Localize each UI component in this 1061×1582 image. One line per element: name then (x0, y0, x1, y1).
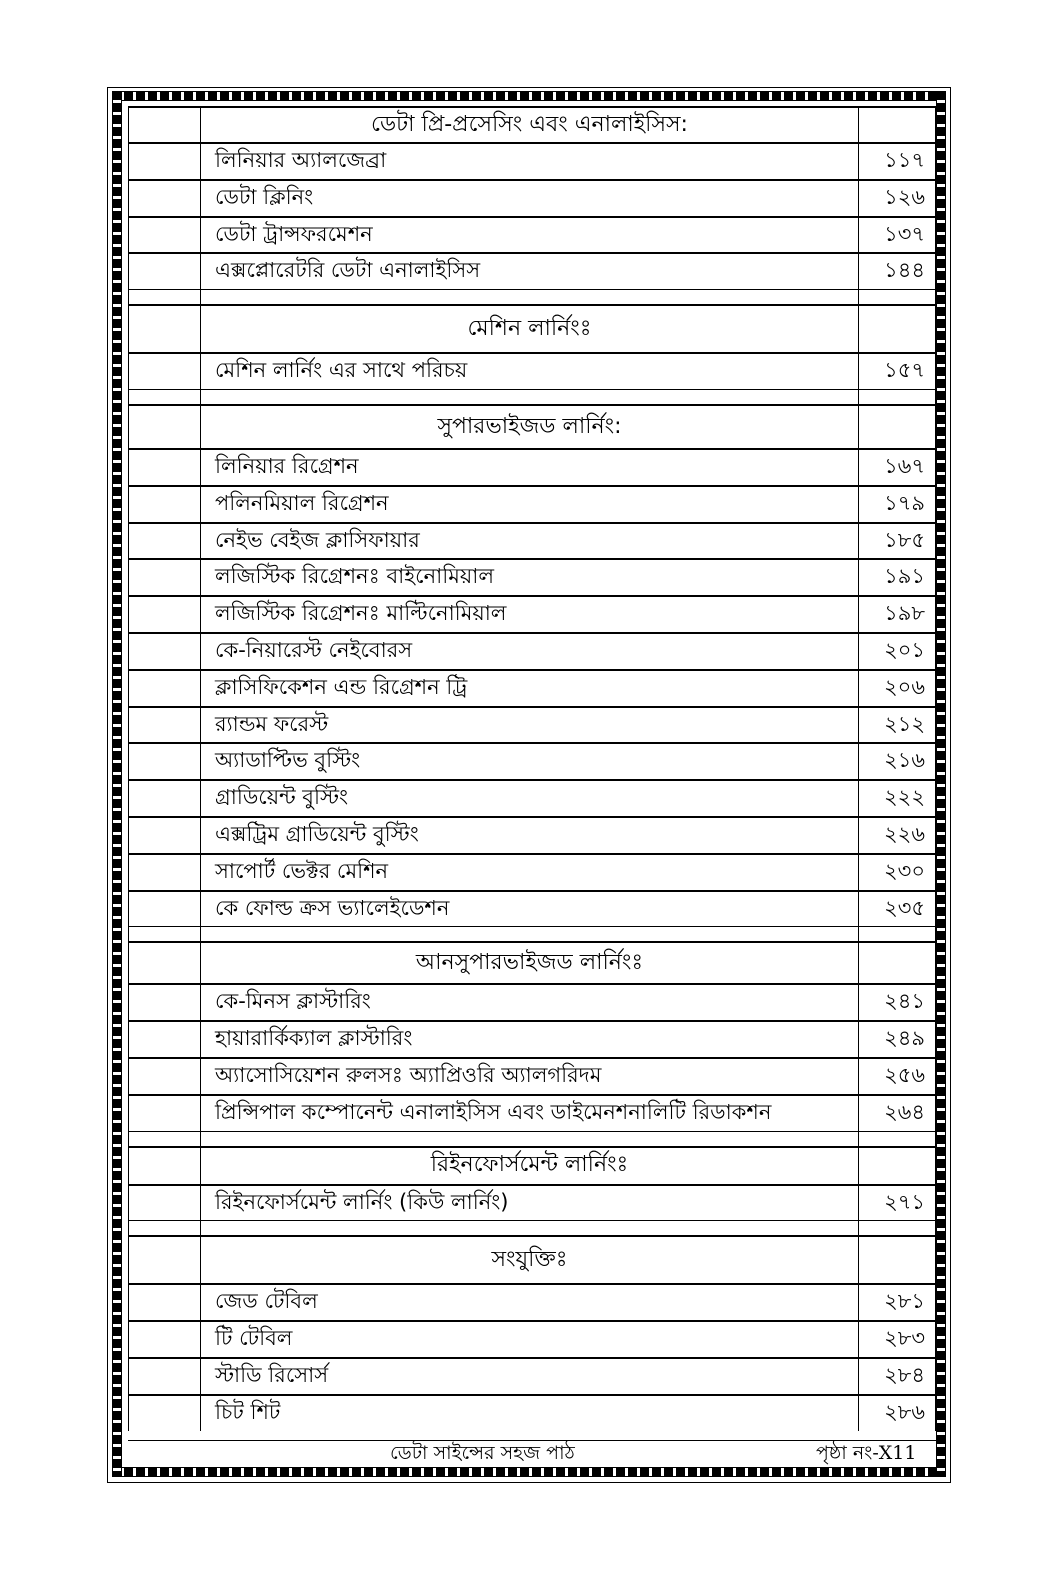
table-of-contents (128, 106, 936, 1440)
entry-title: লজিস্টিক রিগ্রেশনঃ বাইনোমিয়াল (200, 560, 858, 595)
toc-entry-row[interactable] (128, 1057, 936, 1094)
blank-cell (858, 306, 936, 352)
blank-cell (128, 1322, 200, 1357)
blank-cell (128, 1096, 200, 1131)
entry-title: মেশিন লার্নিং এর সাথে পরিচয় (200, 354, 858, 389)
section-title: সুপারভাইজড লার্নিং: (200, 406, 858, 448)
entry-title: ক্লাসিফিকেশন এন্ড রিগ্রেশন ট্রি (200, 671, 858, 706)
spacer-row (128, 389, 936, 404)
entry-page-number: ২০৬ (858, 671, 936, 706)
toc-entry-row[interactable] (128, 595, 936, 632)
blank-cell (128, 354, 200, 389)
entry-page-number: ১৩৭ (858, 218, 936, 253)
entry-page-number: ২৪১ (858, 985, 936, 1020)
blank-cell (128, 560, 200, 595)
entry-title: নেইভ বেইজ ক্লাসিফায়ার (200, 524, 858, 559)
blank-cell (128, 1059, 200, 1094)
entry-page-number: ২৫৬ (858, 1059, 936, 1094)
entry-page-number: ১৬৭ (858, 450, 936, 485)
blank-cell (128, 927, 200, 941)
entry-title: পলিনমিয়াল রিগ্রেশন (200, 487, 858, 522)
spacer-row (128, 926, 936, 941)
entry-title: প্রিন্সিপাল কম্পোনেন্ট এনালাইসিস এবং ডাইমেনশনালিটি রিডাকশন (200, 1096, 858, 1131)
blank-cell (128, 671, 200, 706)
blank-cell (128, 306, 200, 352)
blank-cell (128, 1237, 200, 1283)
entry-page-number: ২৮১ (858, 1285, 936, 1320)
toc-entry-row[interactable] (128, 706, 936, 743)
section-heading-row (128, 1146, 936, 1184)
blank-cell (128, 1148, 200, 1184)
blank-cell (128, 597, 200, 632)
section-title: সংযুক্তিঃ (200, 1237, 858, 1283)
toc-entry-row[interactable] (128, 632, 936, 669)
blank-cell (858, 1221, 936, 1235)
spacer-row (128, 289, 936, 304)
toc-entry-row[interactable] (128, 1394, 936, 1431)
entry-page-number: ১৯৮ (858, 597, 936, 632)
spacer-row (128, 1220, 936, 1235)
section-title: ডেটা প্রি-প্রসেসিং এবং এনালাইসিস: (200, 108, 858, 142)
entry-page-number: ২২৬ (858, 818, 936, 853)
entry-title: স্টাডি রিসোর্স (200, 1359, 858, 1394)
blank-cell (128, 1396, 200, 1431)
footer-page-number: পৃষ্ঠা নং-X11 (816, 1442, 917, 1464)
blank-cell (128, 1022, 200, 1057)
footer-book-title: ডেটা সাইন্সের সহজ পাঠ (390, 1442, 575, 1464)
blank-cell (128, 892, 200, 927)
blank-cell (128, 855, 200, 890)
blank-cell (858, 927, 936, 941)
blank-cell (128, 781, 200, 816)
toc-entry-row[interactable] (128, 1184, 936, 1221)
blank-cell (128, 487, 200, 522)
section-heading-row (128, 404, 936, 448)
blank-cell (200, 1221, 858, 1235)
blank-cell (200, 390, 858, 404)
entry-title: র‍্যান্ডম ফরেস্ট (200, 708, 858, 743)
toc-entry-row[interactable] (128, 352, 936, 389)
entry-page-number: ২২২ (858, 781, 936, 816)
blank-cell (128, 1186, 200, 1221)
blank-cell (128, 1221, 200, 1235)
entry-title: কে-মিনস ক্লাস্টারিং (200, 985, 858, 1020)
border-right (936, 91, 946, 1477)
blank-cell (858, 290, 936, 304)
section-heading-row (128, 304, 936, 352)
blank-cell (128, 1359, 200, 1394)
entry-page-number: ১৫৭ (858, 354, 936, 389)
toc-entry-row[interactable] (128, 1020, 936, 1057)
entry-page-number: ১২৬ (858, 181, 936, 216)
blank-cell (128, 290, 200, 304)
toc-entry-row[interactable] (128, 1283, 936, 1320)
toc-entry-row[interactable] (128, 522, 936, 559)
blank-cell (858, 1132, 936, 1146)
toc-entry-row[interactable] (128, 779, 936, 816)
toc-entry-row[interactable] (128, 142, 936, 179)
blank-cell (128, 524, 200, 559)
blank-cell (200, 290, 858, 304)
entry-title: লিনিয়ার অ্যালজেব্রা (200, 144, 858, 179)
blank-cell (858, 1237, 936, 1283)
entry-title: টি টেবিল (200, 1322, 858, 1357)
entry-page-number: ১৯১ (858, 560, 936, 595)
entry-page-number: ২৭১ (858, 1186, 936, 1221)
entry-page-number: ২৮৬ (858, 1396, 936, 1431)
entry-page-number: ১১৭ (858, 144, 936, 179)
blank-cell (128, 218, 200, 253)
blank-cell (128, 406, 200, 448)
section-heading-row (128, 1235, 936, 1283)
section-heading-row (128, 106, 936, 142)
entry-title: গ্রাডিয়েন্ট বুস্টিং (200, 781, 858, 816)
entry-title: জেড টেবিল (200, 1285, 858, 1320)
entry-title: লজিস্টিক রিগ্রেশনঃ মাল্টিনোমিয়াল (200, 597, 858, 632)
border-left (112, 91, 122, 1477)
entry-title: হায়ারার্কিক্যাল ক্লাস্টারিং (200, 1022, 858, 1057)
section-title: মেশিন লার্নিংঃ (200, 306, 858, 352)
toc-entry-row[interactable] (128, 669, 936, 706)
blank-cell (128, 181, 200, 216)
blank-cell (128, 943, 200, 983)
blank-cell (128, 708, 200, 743)
blank-cell (200, 1132, 858, 1146)
toc-entry-row[interactable] (128, 1094, 936, 1131)
toc-entry-row[interactable] (128, 983, 936, 1020)
toc-entry-row[interactable] (128, 485, 936, 522)
blank-cell (858, 406, 936, 448)
entry-title: অ্যাডাপ্টিভ বুস্টিং (200, 744, 858, 779)
border-top (112, 91, 946, 101)
entry-page-number: ১৮৫ (858, 524, 936, 559)
entry-page-number: ২৪৯ (858, 1022, 936, 1057)
blank-cell (128, 1285, 200, 1320)
entry-page-number: ১৭৯ (858, 487, 936, 522)
section-heading-row (128, 941, 936, 983)
spacer-row (128, 1131, 936, 1146)
toc-entry-row[interactable] (128, 890, 936, 927)
entry-title: এক্সপ্লোরেটরি ডেটা এনালাইসিস (200, 254, 858, 289)
toc-entry-row[interactable] (128, 558, 936, 595)
entry-title: কে ফোল্ড ক্রস ভ্যালেইডেশন (200, 892, 858, 927)
entry-title: ডেটা ক্লিনিং (200, 181, 858, 216)
entry-page-number: ১৪৪ (858, 254, 936, 289)
entry-page-number: ২৩৫ (858, 892, 936, 927)
toc-entry-row[interactable] (128, 742, 936, 779)
toc-entry-row[interactable] (128, 216, 936, 253)
entry-title: রিইনফোর্সমেন্ট লার্নিং (কিউ লার্নিং) (200, 1186, 858, 1221)
toc-entry-row[interactable] (128, 252, 936, 289)
entry-page-number: ২৩০ (858, 855, 936, 890)
entry-title: এক্সট্রিম গ্রাডিয়েন্ট বুস্টিং (200, 818, 858, 853)
blank-cell (128, 818, 200, 853)
section-title: আনসুপারভাইজড লার্নিংঃ (200, 943, 858, 983)
entry-page-number: ২০১ (858, 634, 936, 669)
entry-title: সাপোর্ট ভেক্টর মেশিন (200, 855, 858, 890)
toc-entry-row[interactable] (128, 1320, 936, 1357)
blank-cell (858, 1148, 936, 1184)
entry-page-number: ২৮৩ (858, 1322, 936, 1357)
blank-cell (128, 985, 200, 1020)
blank-cell (128, 634, 200, 669)
blank-cell (858, 943, 936, 983)
blank-cell (128, 390, 200, 404)
blank-cell (128, 744, 200, 779)
blank-cell (200, 927, 858, 941)
blank-cell (128, 450, 200, 485)
entry-title: চিট শিট (200, 1396, 858, 1431)
toc-entry-row[interactable] (128, 816, 936, 853)
toc-entry-row[interactable] (128, 448, 936, 485)
blank-cell (128, 144, 200, 179)
section-title: রিইনফোর্সমেন্ট লার্নিংঃ (200, 1148, 858, 1184)
entry-title: অ্যাসোসিয়েশন রুলসঃ অ্যাপ্রিওরি অ্যালগরিদম (200, 1059, 858, 1094)
entry-page-number: ২৬৪ (858, 1096, 936, 1131)
entry-title: লিনিয়ার রিগ্রেশন (200, 450, 858, 485)
blank-cell (128, 1132, 200, 1146)
blank-cell (858, 108, 936, 142)
entry-page-number: ২১২ (858, 708, 936, 743)
entry-title: কে-নিয়ারেস্ট নেইবোরস (200, 634, 858, 669)
toc-entry-row[interactable] (128, 853, 936, 890)
blank-cell (128, 108, 200, 142)
blank-cell (128, 254, 200, 289)
entry-page-number: ২১৬ (858, 744, 936, 779)
entry-title: ডেটা ট্রান্সফরমেশন (200, 218, 858, 253)
entry-page-number: ২৮৪ (858, 1359, 936, 1394)
toc-entry-row[interactable] (128, 1357, 936, 1394)
blank-cell (858, 390, 936, 404)
toc-entry-row[interactable] (128, 179, 936, 216)
